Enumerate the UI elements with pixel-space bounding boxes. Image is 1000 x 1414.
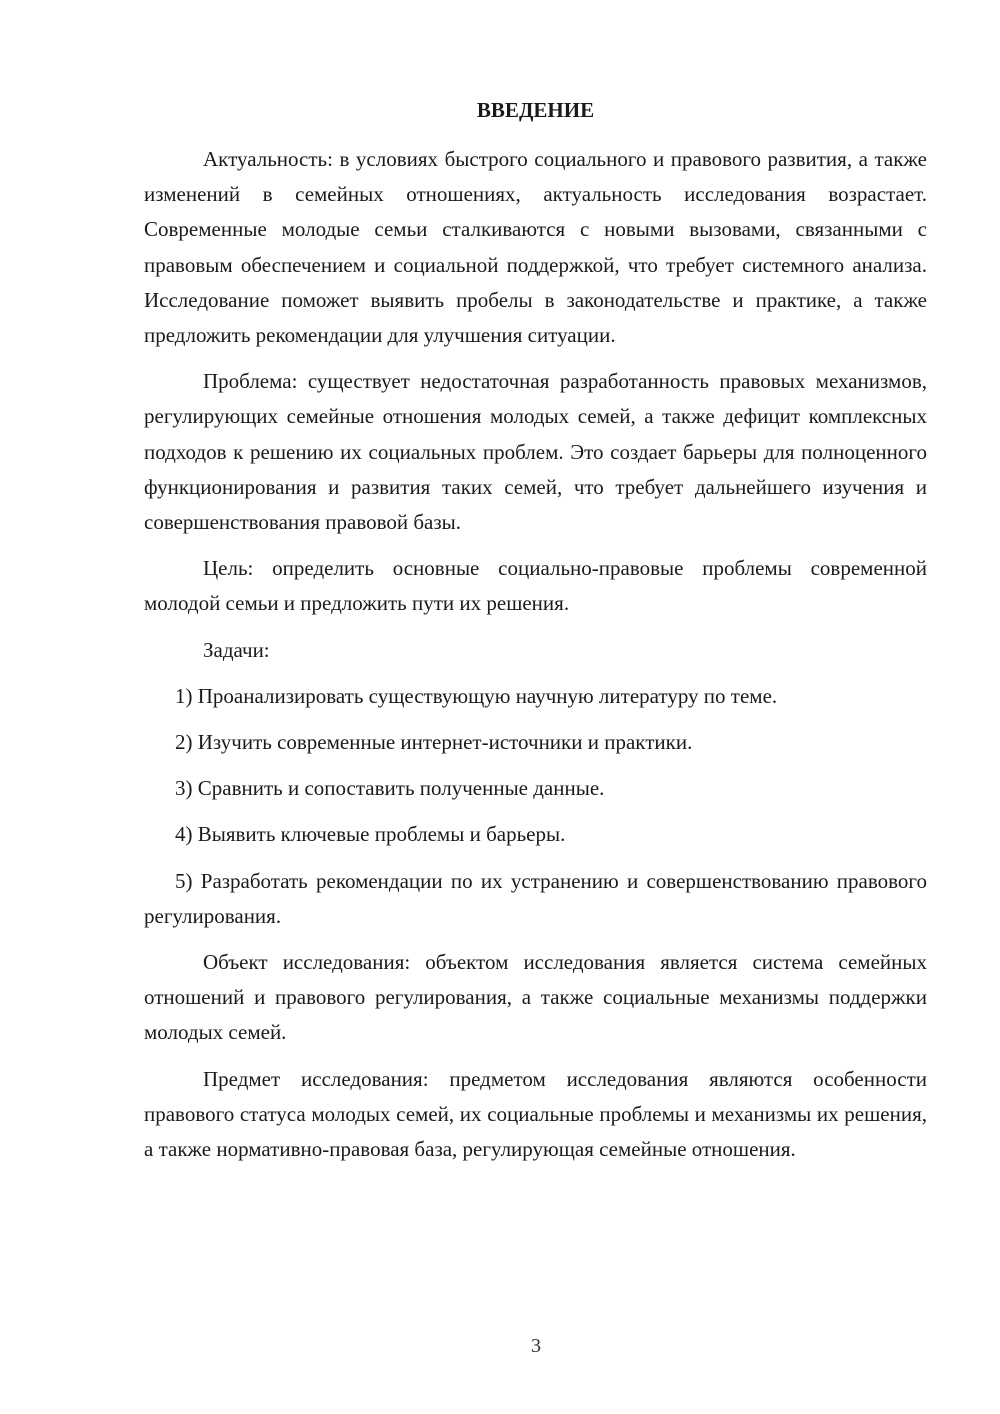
paragraph-relevance: Актуальность: в условиях быстрого социального и правового развития, а также изменений в семейных отношениях, актуальность исследования возрастает. Современные молодые семьи сталкиваются с новыми вызовами, связанными с правовым обеспечением и социальной поддержкой, что требует системного анализа. Исследование поможет выявить пробелы в законодательстве и практике, а также предложить рекомендации для улучшения ситуации. [144, 147, 927, 348]
page-content [144, 95, 927, 1167]
paragraph-problem: Проблема: существует недостаточная разработанность правовых механизмов, регулирующих семейные отношения молодых семей, а также дефицит комплексных подходов к решению их социальных проблем. Это создает барьеры для полноценного функционирования и развития таких семей, что требует дальнейшего изучения и совершенствования правовой базы. [144, 369, 927, 535]
task-item-3: 3) Сравнить и сопоставить полученные данные. [175, 776, 605, 801]
task-item-1: 1) Проанализировать существующую научную литературу по теме. [175, 683, 778, 708]
paragraph-subject: Предмет исследования: предметом исследования являются особенности правового статуса молодых семей, их социальные проблемы и механизмы их решения, а также нормативно-правовая база, регулирующая семейные отношения. [144, 1066, 927, 1162]
page-number: 3 [531, 1335, 541, 1357]
tasks-label: Задачи: [203, 637, 270, 662]
paragraph-object: Объект исследования: объектом исследования является система семейных отношений и правового регулирования, а также социальные механизмы поддержки молодых семей. [144, 950, 927, 1045]
section-heading: ВВЕДЕНИЕ [476, 98, 595, 122]
paragraph-goal: Цель: определить основные социально-правовые проблемы современной молодой семьи и предложить пути их решения. [144, 556, 927, 616]
task-item-5: 5) Разработать рекомендации по их устранению и совершенствованию правового регулирования. [144, 868, 927, 928]
task-item-4: 4) Выявить ключевые проблемы и барьеры. [175, 822, 566, 847]
task-item-2: 2) Изучить современные интернет-источники и практики. [175, 730, 693, 755]
